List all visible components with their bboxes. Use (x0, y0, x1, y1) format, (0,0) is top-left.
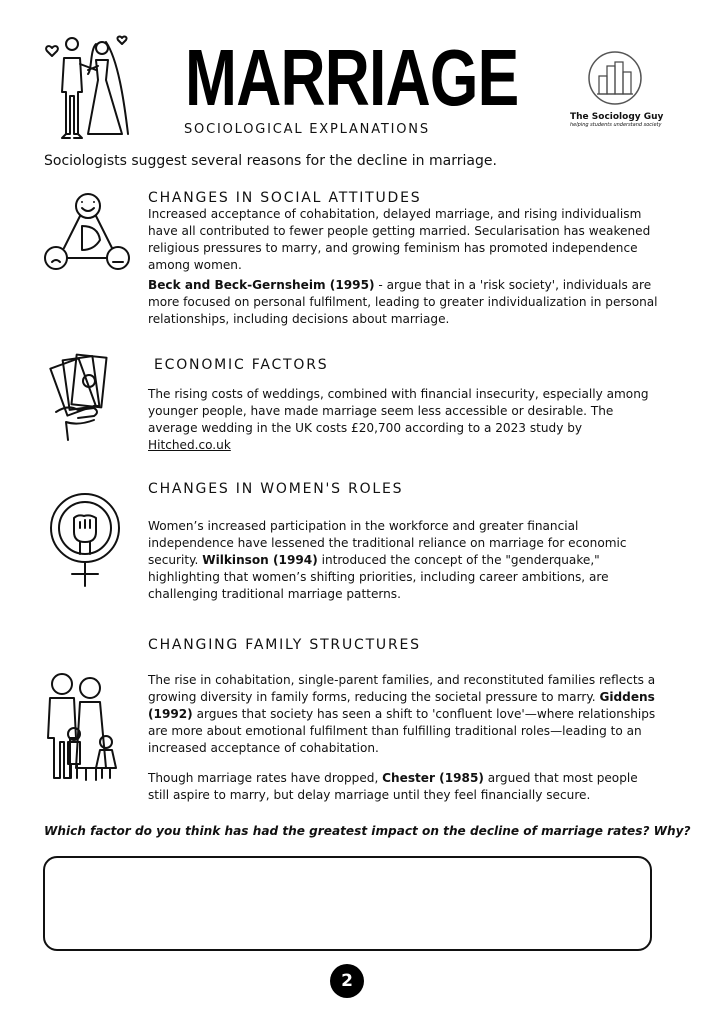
social-attitudes-paragraph: Increased acceptance of cohabitation, delayed marriage, and rising individualism have all contributed to fewer people getting married. Secularisation has weakened religious pressures to marry, and growing feminism has promoted independence among women. (148, 207, 651, 272)
economic-text: The rising costs of weddings, combined with financial insecurity, especially among younger people, have made marriage seem less accessible or desirable. The average wedding in the UK costs £20,700 according to a 2023 study by (148, 387, 649, 435)
heading-womens-roles: CHANGES IN WOMEN'S ROLES (148, 481, 404, 497)
womens-roles-text-b: introduced the concept of the "genderquake," highlighting that women’s shifting priorities, including career ambitions, are challenging traditional marriage patterns. (148, 553, 609, 601)
intro-text: Sociologists suggest several reasons for the decline in marriage. (44, 153, 497, 169)
reflection-question: Which factor do you think has had the greatest impact on the decline of marriage rates? Why? (44, 824, 691, 838)
family-text-b: argues that society has seen a shift to 'confluent love'—where relationships are more about emotional fulfilment than fulfilling traditional roles—leading to an increased acceptance of cohabitation. (148, 707, 656, 755)
money-hand-icon (48, 352, 118, 444)
beck-citation: Beck and Beck-Gernsheim (1995) (148, 278, 375, 292)
chester-citation: Chester (1985) (382, 771, 484, 785)
chester-text-a: Though marriage rates have dropped, (148, 771, 383, 785)
heading-economic-factors: ECONOMIC FACTORS (154, 357, 329, 373)
social-attitudes-icon (42, 192, 134, 274)
womens-roles-paragraph (148, 518, 658, 603)
family-text-a: The rise in cohabitation, single-parent families, and reconstituted families reflects a growing diversity in family forms, reducing the societal pressure to marry. (148, 673, 656, 704)
wilkinson-citation: Wilkinson (1994) (202, 553, 318, 567)
logo-name: The Sociology Guy (570, 112, 664, 122)
page-title: MARRIAGE (185, 33, 519, 122)
wedding-couple-icon (40, 30, 140, 142)
heading-family-structures: CHANGING FAMILY STRUCTURES (148, 637, 421, 653)
heading-social-attitudes: CHANGES IN SOCIAL ATTITUDES (148, 190, 422, 206)
family-structures-paragraph (148, 672, 658, 757)
family-icon (36, 668, 126, 784)
sociology-guy-logo (570, 50, 664, 130)
page-subtitle: SOCIOLOGICAL EXPLANATIONS (184, 122, 430, 137)
chester-paragraph (148, 770, 658, 804)
beck-text: - argue that in a 'risk society', individuals are more focused on personal fulfilment, leading to greater individualization in personal relationships, including decisions about marriage. (148, 278, 658, 326)
feminism-fist-icon (44, 492, 126, 590)
logo-tagline: helping students understand society (570, 122, 662, 128)
city-skyline-logo-icon (587, 50, 643, 106)
economic-paragraph (148, 386, 658, 454)
giddens-citation: Giddens (1992) (148, 690, 655, 721)
womens-roles-text-a: Women’s increased participation in the workforce and greater financial independence have lessened the traditional reliance on marriage for economic security. (148, 519, 627, 567)
chester-text-b: argued that most people still aspire to marry, but delay marriage until they feel financially secure. (148, 771, 638, 802)
page-number: 2 (330, 964, 364, 998)
answer-box[interactable] (43, 856, 652, 951)
hitched-link[interactable]: Hitched.co.uk (148, 438, 231, 452)
beck-paragraph (148, 277, 658, 328)
